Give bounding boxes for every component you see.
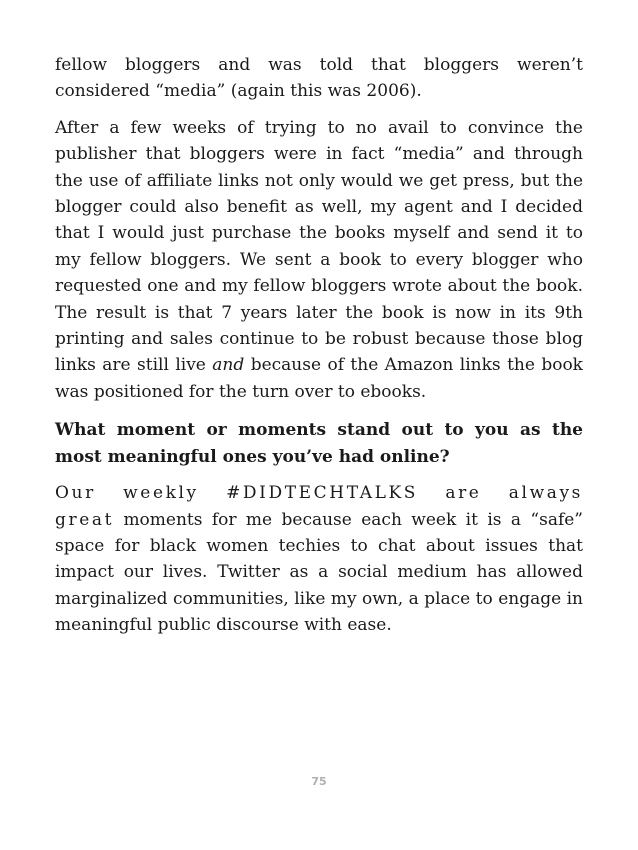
paragraph-answer-first-line: Our weekly #DIDTECHTALKS are always great — [55, 483, 583, 530]
paragraph-publisher-story — [55, 115, 583, 405]
paragraph-answer-text: moments for me because each week it is a “safe” space for black women techies to chat about issues that impact our lives. Twitter as a social medium has allowed marginalized communities, like my own, a place to engage in meaningful public discourse with ease. — [55, 509, 583, 636]
paragraph-publisher-story-text-1: After a few weeks of trying to no avail to convince the publisher that bloggers were in fact “media” and through the use of affiliate links not only would we get press, but the blogger could also benefit as well, my agent and I decided that I would just purchase the books myself and send it to my fellow bloggers. We sent a book to every blogger who requested one and my fellow bloggers wrote about the book. The result is that 7 years later the book is now in its 9th printing and sales continue to be robust because those blog links are still live — [55, 117, 583, 376]
page-body — [55, 52, 583, 639]
page-number: 75 — [311, 775, 327, 788]
interview-question: What moment or moments stand out to you as the most meaningful ones you’ve had online? — [55, 420, 583, 467]
paragraph-continued: fellow bloggers and was told that bloggers weren’t considered “media” (again this was 2006). — [55, 55, 583, 102]
paragraph-publisher-story-text-2: because of the Amazon links the book was positioned for the turn over to ebooks. — [55, 355, 583, 402]
emphasis-and: and — [212, 355, 245, 376]
paragraph-answer — [55, 480, 583, 638]
